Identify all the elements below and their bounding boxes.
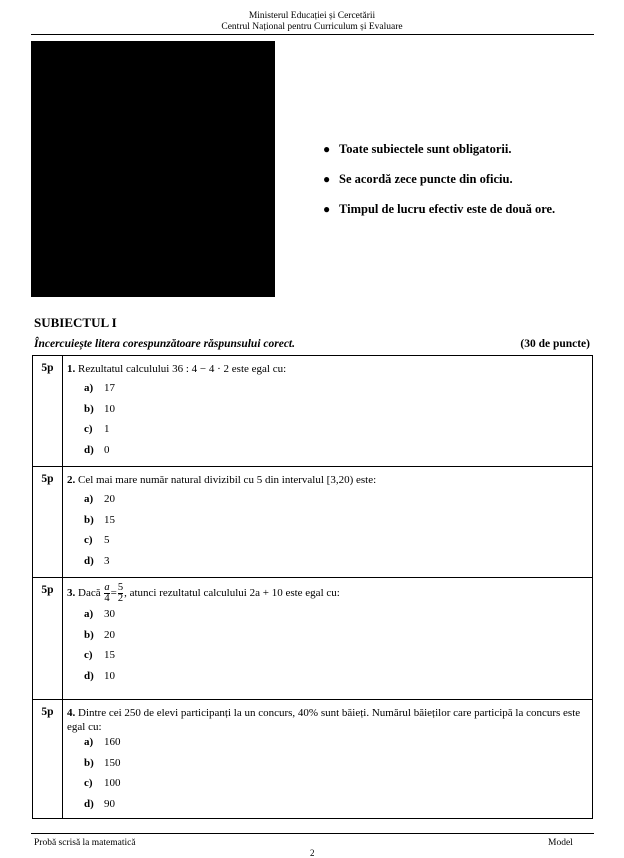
question-text-part: este egal cu: [285, 587, 340, 599]
option-value: 0 [104, 444, 110, 457]
question-points: 5p [33, 356, 63, 467]
question-text-part: Dintre cei 250 de elevi participanți la un concurs, 40% sunt băieți. Numărul băieților care participă la concurs este egal cu: [67, 707, 581, 733]
answer-options [67, 381, 588, 464]
exam-rules-list [323, 141, 555, 231]
section-points: (30 de puncte) [520, 338, 590, 350]
answer-option[interactable] [67, 492, 588, 513]
footer-divider [31, 833, 594, 834]
fraction-5-over-2 [118, 583, 123, 604]
bullet-icon: ● [323, 172, 331, 186]
option-value: 15 [104, 513, 115, 526]
rule-text: Toate subiectele sunt obligatorii. [339, 142, 512, 156]
option-letter: c) [84, 534, 93, 547]
option-letter: c) [84, 423, 93, 436]
bullet-icon: ● [323, 202, 331, 216]
option-letter: b) [84, 402, 94, 415]
rule-text: Se acordă zece puncte din oficiu. [339, 172, 513, 186]
footer-exam-name: Probă scrisă la matematică [34, 838, 136, 848]
answer-option[interactable] [67, 648, 588, 669]
equals-sign: = [110, 587, 117, 599]
option-letter: a) [84, 608, 94, 620]
answer-option[interactable] [67, 381, 588, 402]
header-divider [31, 34, 594, 35]
footer-model-label: Model [548, 838, 573, 848]
fraction-denominator: 4 [104, 592, 110, 604]
questions-table [32, 355, 593, 819]
option-letter: a) [84, 382, 94, 394]
question-text-part: este egal cu: [231, 363, 287, 375]
option-value: 1 [104, 423, 110, 436]
footer-page-number: 2 [310, 848, 315, 858]
answer-option[interactable] [67, 628, 588, 649]
option-letter: b) [84, 756, 94, 769]
fraction-a-over-4 [104, 583, 109, 604]
fraction-numerator: a [104, 581, 110, 593]
question-row [33, 578, 593, 700]
option-value: 150 [104, 756, 121, 769]
question-body [63, 356, 593, 467]
redacted-image-block [31, 41, 275, 297]
option-value: 5 [104, 534, 110, 547]
answer-option[interactable] [67, 756, 588, 777]
question-points: 5p [33, 467, 63, 578]
answer-option[interactable] [67, 797, 588, 818]
question-body [63, 578, 593, 700]
question-points: 5p [33, 700, 63, 819]
answer-option[interactable] [67, 735, 588, 756]
math-expression: 36 : 4 − 4 · 2 [172, 363, 230, 375]
rule-item [323, 201, 555, 231]
question-text-part: Dacă [78, 587, 101, 599]
option-letter: d) [84, 798, 94, 811]
option-letter: a) [84, 736, 94, 748]
answer-option[interactable] [67, 422, 588, 443]
answer-options [67, 607, 588, 690]
question-text-part: , atunci rezultatul calculului [124, 587, 247, 599]
math-expression: 2a + 10 [249, 587, 283, 599]
question-number: 1. [67, 363, 76, 375]
question-text-part: este: [356, 474, 377, 486]
question-body [63, 467, 593, 578]
question-text-part: Cel mai mare număr natural divizibil cu [78, 474, 254, 486]
option-value: 100 [104, 777, 121, 790]
option-letter: d) [84, 670, 94, 683]
question-text [67, 473, 588, 487]
option-value: 3 [104, 555, 110, 568]
section-instruction-row [34, 338, 590, 353]
question-text [67, 362, 588, 376]
math-expression: [3,20) [326, 474, 354, 486]
answer-option[interactable] [67, 443, 588, 464]
rule-text: Timpul de lucru efectiv este de două ore. [339, 202, 556, 216]
option-letter: a) [84, 493, 94, 505]
option-letter: c) [84, 649, 93, 662]
math-expression: 5 [256, 474, 263, 486]
question-text-part: Rezultatul calculului [78, 363, 170, 375]
option-letter: b) [84, 513, 94, 526]
question-number: 4. [67, 707, 76, 719]
answer-option[interactable] [67, 533, 588, 554]
option-letter: c) [84, 777, 93, 790]
question-body [63, 700, 593, 819]
option-letter: b) [84, 628, 94, 641]
question-row [33, 356, 593, 467]
answer-option[interactable] [67, 554, 588, 575]
answer-option[interactable] [67, 513, 588, 534]
section-instruction: Încercuiește litera corespunzătoare răspunsului corect. [34, 338, 296, 350]
answer-option[interactable] [67, 607, 588, 628]
rule-item [323, 141, 555, 171]
option-value: 10 [104, 402, 115, 415]
option-letter: d) [84, 555, 94, 568]
option-value: 20 [104, 628, 115, 641]
question-points: 5p [33, 578, 63, 700]
question-number: 3. [67, 587, 76, 599]
option-value: 20 [104, 493, 115, 505]
header-ministry: Ministerul Educației și Cercetării [248, 11, 376, 21]
answer-options [67, 735, 588, 818]
bullet-icon: ● [323, 142, 331, 156]
answer-options [67, 492, 588, 575]
option-value: 10 [104, 670, 115, 683]
answer-option[interactable] [67, 669, 588, 690]
fraction-denominator: 2 [117, 592, 124, 604]
answer-option[interactable] [67, 776, 588, 797]
question-text [67, 581, 588, 605]
option-letter: d) [84, 444, 94, 457]
option-value: 30 [104, 608, 115, 620]
option-value: 90 [104, 798, 115, 811]
fraction-numerator: 5 [117, 581, 124, 593]
header-center: Centrul Național pentru Curriculum și Evaluare [221, 22, 403, 32]
question-text-part: din intervalul [264, 474, 324, 486]
option-value: 17 [104, 382, 115, 394]
rule-item [323, 171, 555, 201]
section-title: SUBIECTUL I [34, 315, 117, 330]
question-row [33, 467, 593, 578]
question-text [67, 706, 588, 734]
option-value: 160 [104, 736, 121, 748]
option-value: 15 [104, 649, 115, 662]
document-header [0, 11, 624, 33]
question-row [33, 700, 593, 819]
answer-option[interactable] [67, 402, 588, 423]
question-number: 2. [67, 474, 76, 486]
